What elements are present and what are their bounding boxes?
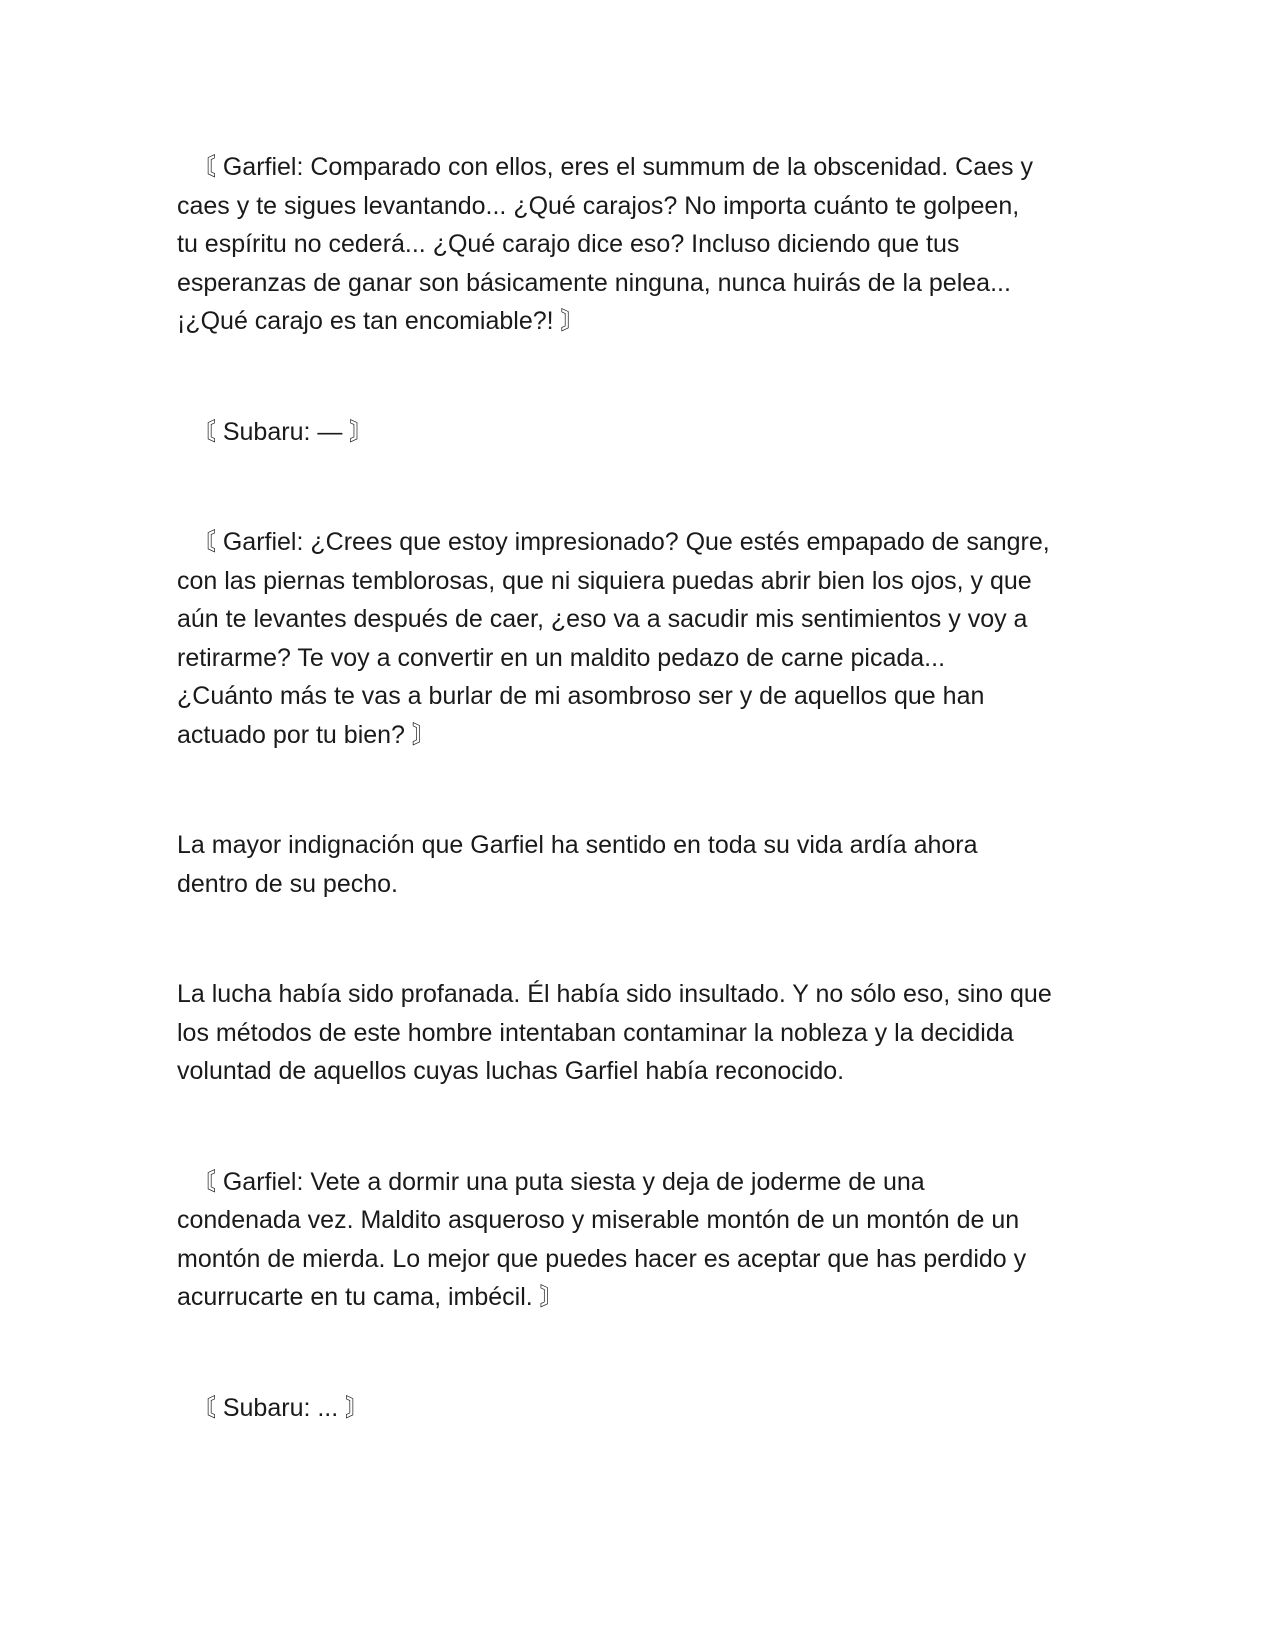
- paragraph-narration-1: [177, 826, 1107, 903]
- paragraph-narration-2: [177, 975, 1107, 1091]
- text-line: 〘 Garfiel: Vete a dormir una puta siesta y deja de joderme de una: [177, 1167, 925, 1196]
- text-line: dentro de su pecho.: [177, 869, 398, 898]
- text-line: La lucha había sido profanada. Él había sido insultado. Y no sólo eso, sino que: [177, 980, 1052, 1008]
- text-line: condenada vez. Maldito asqueroso y miserable montón de un montón de un: [177, 1206, 1020, 1234]
- text-line: ¿Cuánto más te vas a burlar de mi asombroso ser y de aquellos que han: [177, 682, 985, 710]
- text-line: actuado por tu bien? 〙: [177, 720, 437, 749]
- text-line: ¡¿Qué carajo es tan encomiable?! 〙: [177, 307, 586, 335]
- paragraph-garfiel-3: [177, 1163, 1107, 1317]
- paragraph-garfiel-1: [177, 148, 1107, 341]
- text-line: con las piernas temblorosas, que ni siquiera puedas abrir bien los ojos, y que: [177, 566, 1032, 595]
- text-line: caes y te sigues levantando... ¿Qué carajos? No importa cuánto te golpeen,: [177, 191, 1020, 220]
- text-line: aún te levantes después de caer, ¿eso va a sacudir mis sentimientos y voy a: [177, 605, 1028, 633]
- text-line: voluntad de aquellos cuyas luchas Garfiel había reconocido.: [177, 1057, 845, 1085]
- document-body: [177, 148, 1107, 1499]
- paragraph-garfiel-2: [177, 523, 1107, 754]
- text-line: montón de mierda. Lo mejor que puedes hacer es aceptar que has perdido y: [177, 1244, 1027, 1273]
- paragraph-subaru-2: [177, 1389, 1107, 1428]
- text-line: los métodos de este hombre intentaban contaminar la nobleza y la decidida: [177, 1018, 1014, 1047]
- text-line: esperanzas de ganar son básicamente ninguna, nunca huirás de la pelea...: [177, 268, 1011, 297]
- text-line: La mayor indignación que Garfiel ha sentido en toda su vida ardía ahora: [177, 831, 978, 859]
- text-line: 〘 Subaru: — 〙: [177, 417, 375, 446]
- text-line: acurrucarte en tu cama, imbécil. 〙: [177, 1283, 565, 1311]
- text-line: 〘 Garfiel: ¿Crees que estoy impresionado? Que estés empapado de sangre,: [177, 528, 1050, 556]
- paragraph-subaru-1: [177, 413, 1107, 452]
- text-line: 〘 Subaru: ... 〙: [177, 1393, 371, 1422]
- text-line: 〘 Garfiel: Comparado con ellos, eres el summum de la obscenidad. Caes y: [177, 153, 1033, 181]
- text-line: retirarme? Te voy a convertir en un maldito pedazo de carne picada...: [177, 643, 946, 672]
- text-line: tu espíritu no cederá... ¿Qué carajo dice eso? Incluso diciendo que tus: [177, 230, 960, 258]
